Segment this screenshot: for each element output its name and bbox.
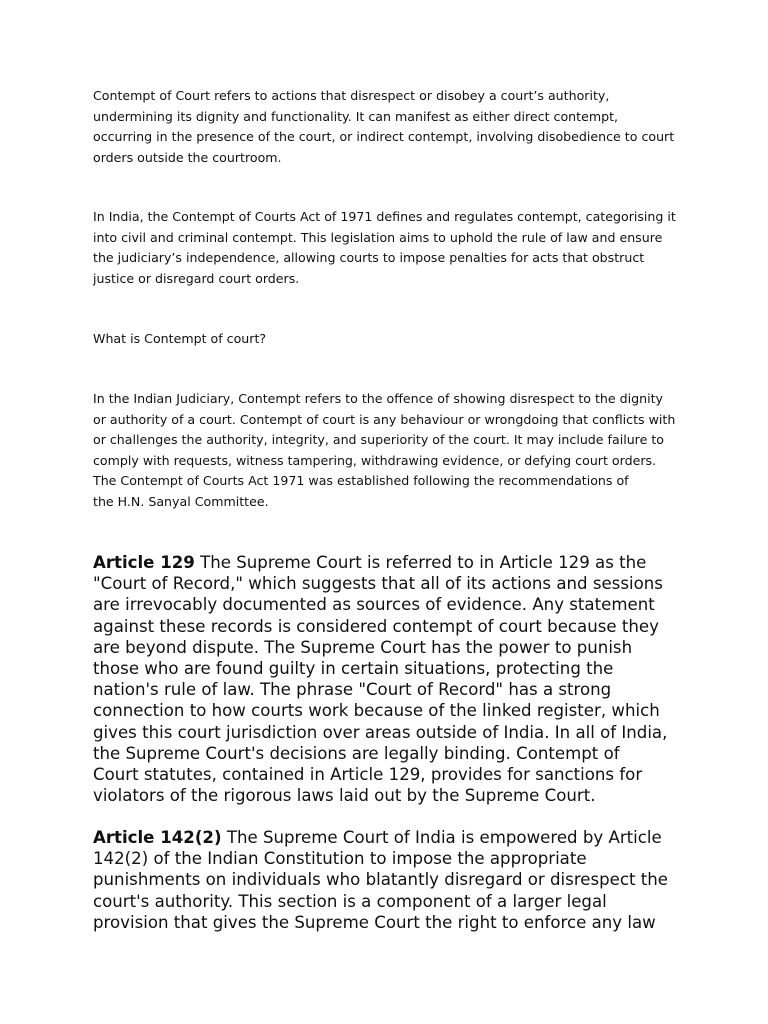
- text-line: or challenges the authority, integrity, and superiority of the court. It may include failure to: [93, 432, 664, 448]
- text-line: Court statutes, contained in Article 129, provides for sanctions for: [93, 765, 643, 785]
- text-line: In India, the Contempt of Courts Act of 1971 defines and regulates contempt, categorising it: [93, 209, 676, 224]
- text-line: nation's rule of law. The phrase "Court of Record" has a strong: [93, 680, 612, 700]
- text-line: the H.N. Sanyal Committee.: [93, 493, 269, 509]
- text-line: undermining its dignity and functionality. It can manifest as either direct contempt,: [93, 108, 619, 124]
- article-text: The Supreme Court of India is empowered by Article: [221, 828, 662, 847]
- text-line: occurring in the presence of the court, or indirect contempt, involving disobedience to court: [93, 129, 675, 145]
- text-line: are beyond dispute. The Supreme Court has the power to punish: [93, 637, 633, 657]
- text-line: [93, 552, 693, 573]
- text-line: punishments on individuals who blatantly disregard or disrespect the: [93, 870, 669, 890]
- definition-paragraph: [93, 389, 683, 513]
- text-line: justice or disregard court orders.: [93, 270, 300, 286]
- text-line: violators of the rigorous laws laid out by the Supreme Court.: [93, 786, 596, 806]
- article-142-heading: Article 142(2): [93, 828, 222, 847]
- text-line: orders outside the courtroom.: [93, 149, 282, 165]
- text-line: court's authority. This section is a component of a larger legal: [93, 891, 607, 911]
- text-line: Contempt of Court refers to actions that disrespect or disobey a court’s authority,: [93, 88, 610, 103]
- intro-paragraph: [93, 86, 683, 168]
- text-line: What is Contempt of court?: [93, 331, 267, 346]
- text-line: the Supreme Court's decisions are legally binding. Contempt of: [93, 743, 620, 763]
- text-line: those who are found guilty in certain situations, protecting the: [93, 659, 614, 679]
- text-line: provision that gives the Supreme Court the right to enforce any law: [93, 912, 656, 932]
- text-line: The Contempt of Courts Act 1971 was established following the recommendations of: [93, 473, 629, 489]
- article-142-paragraph: [93, 827, 693, 933]
- text-line: comply with requests, witness tampering, withdrawing evidence, or defying court orders.: [93, 452, 657, 468]
- section-question-heading: [93, 329, 683, 350]
- text-line: are irrevocably documented as sources of evidence. Any statement: [93, 595, 655, 615]
- text-line: the judiciary’s independence, allowing courts to impose penalties for acts that obstruct: [93, 250, 645, 266]
- article-129-paragraph: [93, 552, 693, 806]
- article-text: The Supreme Court is referred to in Article 129 as the: [194, 553, 647, 572]
- text-line: connection to how courts work because of the linked register, which: [93, 701, 660, 721]
- text-line: or authority of a court. Contempt of court is any behaviour or wrongdoing that conflicts with: [93, 411, 676, 427]
- text-line: gives this court jurisdiction over areas outside of India. In all of India,: [93, 722, 668, 742]
- india-act-paragraph: [93, 207, 683, 289]
- text-line: into civil and criminal contempt. This legislation aims to uphold the rule of law and ensure: [93, 229, 663, 245]
- text-line: "Court of Record," which suggests that all of its actions and sessions: [93, 574, 663, 594]
- text-line: 142(2) of the Indian Constitution to impose the appropriate: [93, 849, 587, 869]
- text-line: In the Indian Judiciary, Contempt refers to the offence of showing disrespect to the dignity: [93, 391, 663, 406]
- text-line: [93, 827, 693, 848]
- text-line: against these records is considered contempt of court because they: [93, 616, 659, 636]
- article-129-heading: Article 129: [93, 553, 195, 572]
